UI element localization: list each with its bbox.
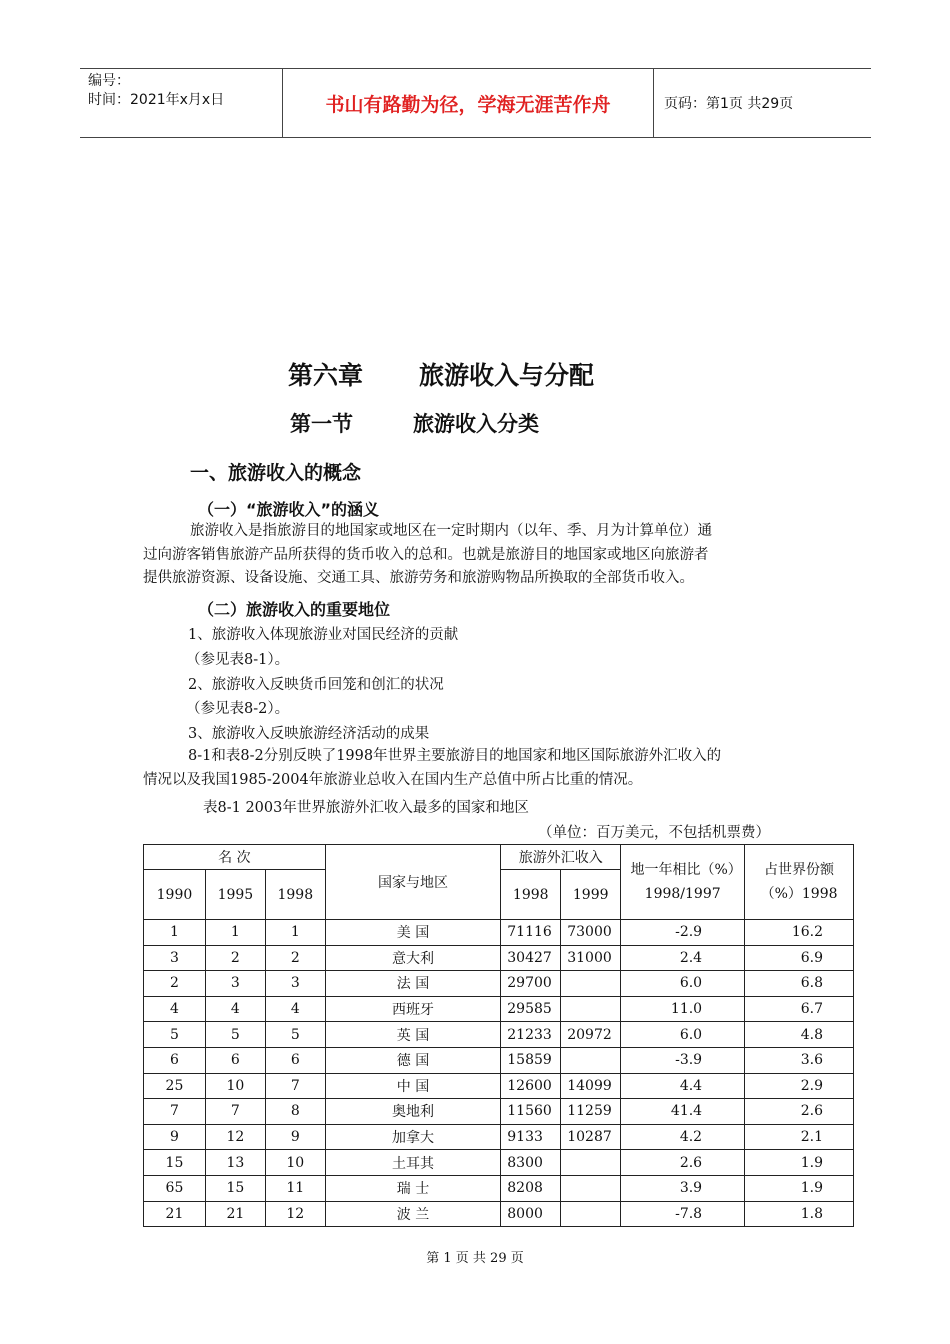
chapter-name: 旅游收入与分配: [419, 361, 595, 390]
income-header: 旅游外汇收入: [501, 845, 621, 870]
table-cell-r1998: 12: [265, 1201, 325, 1227]
tourism-income-table: [143, 844, 854, 1227]
table-cell-r1998: 2: [265, 945, 325, 971]
section-number: 第一节: [290, 412, 353, 436]
table-cell-r1990: 4: [144, 996, 206, 1022]
table-cell-r1998: 5: [265, 1022, 325, 1048]
table-cell-r1995: 13: [205, 1150, 265, 1176]
table-cell-inc1998: 8300: [501, 1150, 561, 1176]
table-cell-share: 6.8: [745, 971, 854, 997]
table-cell-inc1998: 71116: [501, 920, 561, 946]
table-cell-country: 意大利: [325, 945, 501, 971]
list-item: 3、旅游收入反映旅游经济活动的成果: [188, 726, 430, 742]
page-footer: 第 1 页 共 29 页: [426, 1251, 524, 1266]
table-cell-inc1999: 14099: [561, 1073, 621, 1099]
table-cell-r1995: 4: [205, 996, 265, 1022]
paragraph-line: 过向游客销售旅游产品所获得的货币收入的总和。也就是旅游目的地国家或地区向旅游者: [143, 546, 709, 563]
year-header: 1995: [205, 870, 265, 920]
table-row: [144, 1201, 854, 1227]
table-cell-r1998: 10: [265, 1150, 325, 1176]
table-cell-change: 4.2: [621, 1124, 745, 1150]
table-row: [144, 1047, 854, 1073]
list-item: （参见表8-2）。: [186, 701, 290, 717]
table-cell-inc1998: 12600: [501, 1073, 561, 1099]
table-cell-inc1999: [561, 1150, 621, 1176]
paragraph-line: 提供旅游资源、设备设施、交通工具、旅游劳务和旅游购物品所换取的全部货币收入。: [143, 570, 694, 587]
paragraph-line: 旅游收入是指旅游目的地国家或地区在一定时期内（以年、季、月为计算单位）通: [190, 523, 712, 539]
table-cell-inc1999: [561, 971, 621, 997]
table-cell-share: 6.9: [745, 945, 854, 971]
table-cell-r1995: 2: [205, 945, 265, 971]
table-cell-r1990: 6: [144, 1047, 206, 1073]
list-item: 1、旅游收入体现旅游业对国民经济的贡献: [188, 627, 459, 643]
table-cell-share: 1.9: [745, 1150, 854, 1176]
table-cell-country: 瑞 士: [325, 1175, 501, 1201]
paragraph-line: 情况以及我国1985-2004年旅游业总收入在国内生产总值中所占比重的情况。: [143, 771, 643, 788]
table-row: [144, 920, 854, 946]
table-cell-change: 6.0: [621, 1022, 745, 1048]
table-cell-r1995: 3: [205, 971, 265, 997]
table-cell-inc1998: 8208: [501, 1175, 561, 1201]
document-date: 时间：2021年x月x日: [88, 92, 225, 108]
page-header: [80, 68, 871, 138]
table-cell-country: 法 国: [325, 971, 501, 997]
table-cell-r1998: 8: [265, 1099, 325, 1125]
section-title: [290, 408, 539, 438]
subheading-meaning: （一）“旅游收入”的涵义: [198, 500, 380, 519]
document-number: 编号：: [88, 73, 130, 89]
table-cell-inc1999: 31000: [561, 945, 621, 971]
table-cell-share: 2.6: [745, 1099, 854, 1125]
table-cell-inc1999: 11259: [561, 1099, 621, 1125]
table-cell-r1995: 12: [205, 1124, 265, 1150]
chapter-title: [288, 356, 594, 392]
table-cell-change: 2.6: [621, 1150, 745, 1176]
table-cell-r1990: 5: [144, 1022, 206, 1048]
header-page-number: 页码：第1页 共29页: [664, 96, 794, 112]
table-cell-change: 2.4: [621, 945, 745, 971]
table-cell-r1995: 7: [205, 1099, 265, 1125]
table-cell-country: 加拿大: [325, 1124, 501, 1150]
table-cell-r1998: 11: [265, 1175, 325, 1201]
table-cell-inc1999: [561, 1175, 621, 1201]
header-motto: 书山有路勤为径，学海无涯苦作舟: [282, 69, 654, 137]
table-cell-change: 3.9: [621, 1175, 745, 1201]
table-cell-r1998: 3: [265, 971, 325, 997]
table-cell-share: 16.2: [745, 920, 854, 946]
table-cell-share: 1.8: [745, 1201, 854, 1227]
table-row: [144, 1150, 854, 1176]
table-cell-r1998: 6: [265, 1047, 325, 1073]
table-cell-share: 2.9: [745, 1073, 854, 1099]
table-cell-inc1998: 8000: [501, 1201, 561, 1227]
rank-header: 名 次: [144, 845, 326, 870]
table-cell-r1990: 9: [144, 1124, 206, 1150]
table-cell-share: 4.8: [745, 1022, 854, 1048]
table-cell-change: 6.0: [621, 971, 745, 997]
table-cell-share: 6.7: [745, 996, 854, 1022]
change-header: 地一年相比（%）1998/1997: [621, 845, 745, 920]
table-cell-inc1998: 29700: [501, 971, 561, 997]
table-cell-inc1999: [561, 1201, 621, 1227]
table-row: [144, 1073, 854, 1099]
table-cell-r1990: 3: [144, 945, 206, 971]
table-cell-inc1998: 21233: [501, 1022, 561, 1048]
year-header: 1998: [265, 870, 325, 920]
table-cell-country: 波 兰: [325, 1201, 501, 1227]
table-cell-inc1998: 9133: [501, 1124, 561, 1150]
table-row: [144, 971, 854, 997]
list-item: 2、旅游收入反映货币回笼和创汇的状况: [188, 677, 444, 693]
table-cell-share: 3.6: [745, 1047, 854, 1073]
table-cell-inc1998: 29585: [501, 996, 561, 1022]
table-cell-r1995: 15: [205, 1175, 265, 1201]
table-cell-change: 11.0: [621, 996, 745, 1022]
table-cell-r1998: 1: [265, 920, 325, 946]
table-cell-inc1999: [561, 996, 621, 1022]
table-cell-country: 土耳其: [325, 1150, 501, 1176]
table-cell-change: 4.4: [621, 1073, 745, 1099]
table-cell-change: -2.9: [621, 920, 745, 946]
table-cell-r1995: 21: [205, 1201, 265, 1227]
table-cell-inc1999: 73000: [561, 920, 621, 946]
year-header: 1990: [144, 870, 206, 920]
table-cell-change: -7.8: [621, 1201, 745, 1227]
table-cell-country: 德 国: [325, 1047, 501, 1073]
table-cell-country: 西班牙: [325, 996, 501, 1022]
table-row: [144, 1175, 854, 1201]
table-cell-change: 41.4: [621, 1099, 745, 1125]
paragraph-line: 8-1和表8-2分别反映了1998年世界主要旅游目的地国家和地区国际旅游外汇收入的: [188, 748, 722, 764]
paragraph-tables: [143, 745, 813, 792]
section-name: 旅游收入分类: [413, 412, 539, 436]
header-meta: [80, 69, 282, 137]
table-row: [144, 996, 854, 1022]
table-unit-note: （单位：百万美元，不包括机票费）: [538, 825, 770, 841]
table-cell-inc1998: 15859: [501, 1047, 561, 1073]
table-row: [144, 945, 854, 971]
table-cell-r1998: 7: [265, 1073, 325, 1099]
table-cell-share: 2.1: [745, 1124, 854, 1150]
table-cell-inc1999: 10287: [561, 1124, 621, 1150]
table-row: [144, 1022, 854, 1048]
income-year-header: 1998: [501, 870, 561, 920]
table-cell-country: 中 国: [325, 1073, 501, 1099]
table-cell-inc1998: 30427: [501, 945, 561, 971]
chapter-number: 第六章: [288, 361, 364, 390]
table-cell-r1990: 1: [144, 920, 206, 946]
table-cell-r1990: 25: [144, 1073, 206, 1099]
table-row: [144, 1099, 854, 1125]
income-year-header: 1999: [561, 870, 621, 920]
table-cell-r1990: 7: [144, 1099, 206, 1125]
table-cell-r1998: 9: [265, 1124, 325, 1150]
table-cell-r1998: 4: [265, 996, 325, 1022]
heading-level-1: 一、旅游收入的概念: [190, 462, 362, 484]
table-cell-r1995: 1: [205, 920, 265, 946]
table-cell-r1990: 2: [144, 971, 206, 997]
table-caption: 表8-1 2003年世界旅游外汇收入最多的国家和地区: [203, 800, 529, 816]
table-cell-r1995: 10: [205, 1073, 265, 1099]
table-cell-change: -3.9: [621, 1047, 745, 1073]
table-cell-country: 英 国: [325, 1022, 501, 1048]
table-cell-r1995: 6: [205, 1047, 265, 1073]
table-cell-country: 奥地利: [325, 1099, 501, 1125]
table-cell-country: 美 国: [325, 920, 501, 946]
table-cell-r1990: 21: [144, 1201, 206, 1227]
table-cell-inc1998: 11560: [501, 1099, 561, 1125]
table-cell-inc1999: 20972: [561, 1022, 621, 1048]
table-cell-share: 1.9: [745, 1175, 854, 1201]
share-header: 占世界份额（%）1998: [745, 845, 854, 920]
subheading-importance: （二）旅游收入的重要地位: [198, 600, 391, 619]
table-cell-inc1999: [561, 1047, 621, 1073]
table-cell-r1990: 65: [144, 1175, 206, 1201]
paragraph-definition: [143, 520, 813, 591]
table-row: [144, 1124, 854, 1150]
country-header: 国家与地区: [325, 845, 501, 920]
table-cell-r1995: 5: [205, 1022, 265, 1048]
list-item: （参见表8-1）。: [186, 652, 290, 668]
table-cell-r1990: 15: [144, 1150, 206, 1176]
